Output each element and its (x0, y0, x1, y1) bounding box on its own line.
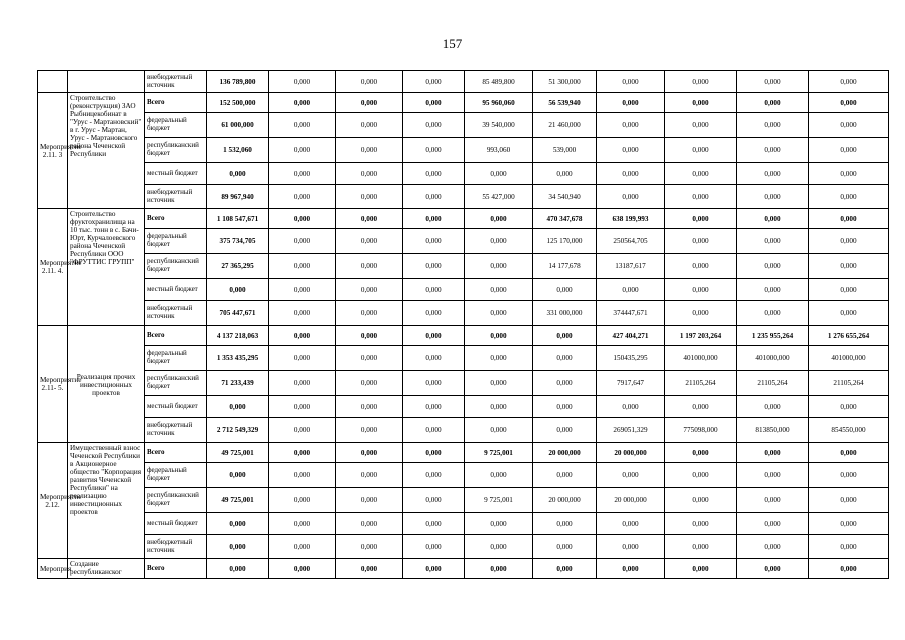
table-row (38, 346, 889, 371)
year-value-cell: 0,000 (737, 559, 809, 579)
year-value-cell: 0,000 (737, 254, 809, 279)
year-value-cell: 0,000 (737, 93, 809, 113)
year-value-cell: 0,000 (403, 93, 465, 113)
year-value-cell: 0,000 (809, 229, 889, 254)
year-value-cell: 0,000 (665, 443, 737, 463)
funding-source-cell: внебюджетный источник (145, 418, 207, 443)
year-value-cell: 401000,000 (665, 346, 737, 371)
total-cell: 71 233,439 (207, 371, 269, 396)
year-value-cell: 0,000 (269, 279, 336, 301)
year-value-cell: 0,000 (809, 113, 889, 138)
year-value-cell: 0,000 (809, 93, 889, 113)
table-row (38, 138, 889, 163)
year-value-cell: 0,000 (465, 301, 533, 326)
year-value-cell: 0,000 (336, 443, 403, 463)
total-cell: 1 353 435,295 (207, 346, 269, 371)
year-value-cell: 55 427,000 (465, 185, 533, 209)
year-value-cell: 0,000 (665, 71, 737, 93)
year-value-cell: 0,000 (665, 488, 737, 513)
project-name-cell: Реализация прочих инвестиционных проектов (68, 326, 145, 443)
year-value-cell: 0,000 (269, 209, 336, 229)
year-value-cell: 51 300,000 (533, 71, 597, 93)
year-value-cell: 0,000 (737, 513, 809, 535)
year-value-cell: 0,000 (403, 488, 465, 513)
funding-source-cell: Всего (145, 443, 207, 463)
year-value-cell: 0,000 (665, 396, 737, 418)
year-value-cell: 0,000 (269, 71, 336, 93)
year-value-cell: 0,000 (533, 396, 597, 418)
year-value-cell: 0,000 (809, 163, 889, 185)
year-value-cell: 0,000 (665, 209, 737, 229)
year-value-cell: 0,000 (269, 301, 336, 326)
year-value-cell: 0,000 (403, 346, 465, 371)
funding-source-cell: федеральный бюджет (145, 113, 207, 138)
year-value-cell: 0,000 (465, 418, 533, 443)
year-value-cell: 638 199,993 (597, 209, 665, 229)
year-value-cell: 0,000 (403, 559, 465, 579)
year-value-cell: 9 725,001 (465, 443, 533, 463)
total-cell: 4 137 218,063 (207, 326, 269, 346)
funding-source-cell: местный бюджет (145, 513, 207, 535)
year-value-cell: 0,000 (269, 488, 336, 513)
year-value-cell: 0,000 (665, 559, 737, 579)
year-value-cell: 20 000,000 (533, 443, 597, 463)
funding-source-cell: республиканский бюджет (145, 488, 207, 513)
year-value-cell: 0,000 (465, 254, 533, 279)
year-value-cell: 0,000 (403, 513, 465, 535)
year-value-cell: 9 725,001 (465, 488, 533, 513)
year-value-cell: 0,000 (533, 559, 597, 579)
year-value-cell: 0,000 (336, 209, 403, 229)
year-value-cell: 0,000 (737, 301, 809, 326)
year-value-cell: 0,000 (403, 229, 465, 254)
table-row (38, 488, 889, 513)
funding-source-cell: внебюджетный источник (145, 185, 207, 209)
year-value-cell: 1 197 203,264 (665, 326, 737, 346)
project-name-cell: Строительство (реконструкция) ЗАО Рыбницекобинат в "Урус - Мартановский" в г. Урус - Мартан, Урус - Мартановского района Чеченской Республики (68, 93, 145, 209)
year-value-cell: 0,000 (533, 346, 597, 371)
year-value-cell: 0,000 (465, 535, 533, 559)
year-value-cell: 0,000 (809, 279, 889, 301)
year-value-cell: 0,000 (269, 113, 336, 138)
funding-source-cell: местный бюджет (145, 163, 207, 185)
year-value-cell: 0,000 (533, 279, 597, 301)
year-value-cell: 0,000 (533, 418, 597, 443)
funding-source-cell: Всего (145, 209, 207, 229)
measure-cell: Мероприятие 2.11- 5. (38, 326, 68, 443)
total-cell: 49 725,001 (207, 443, 269, 463)
year-value-cell: 0,000 (269, 396, 336, 418)
year-value-cell: 0,000 (737, 535, 809, 559)
year-value-cell: 0,000 (269, 371, 336, 396)
year-value-cell: 0,000 (403, 443, 465, 463)
year-value-cell: 0,000 (597, 185, 665, 209)
year-value-cell: 0,000 (809, 463, 889, 488)
year-value-cell: 0,000 (403, 326, 465, 346)
project-name-cell: Строительство фруктохранилища на 10 тыс. тонн в с. Бачи-Юрт, Курчалоевского района Чеченской Республики ООО "ФРУТТИС ГРУПП" (68, 209, 145, 326)
funding-source-cell: республиканский бюджет (145, 371, 207, 396)
year-value-cell: 7917,647 (597, 371, 665, 396)
funding-source-cell: Всего (145, 559, 207, 579)
total-cell: 0,000 (207, 279, 269, 301)
year-value-cell: 0,000 (809, 443, 889, 463)
year-value-cell: 0,000 (737, 488, 809, 513)
year-value-cell: 0,000 (403, 185, 465, 209)
year-value-cell: 0,000 (665, 535, 737, 559)
year-value-cell: 0,000 (269, 229, 336, 254)
year-value-cell: 0,000 (336, 229, 403, 254)
year-value-cell: 20 000,000 (533, 488, 597, 513)
year-value-cell: 0,000 (533, 163, 597, 185)
project-name-cell: Создание республиканског (68, 559, 145, 579)
year-value-cell: 0,000 (336, 113, 403, 138)
year-value-cell: 13187,617 (597, 254, 665, 279)
funding-source-cell: федеральный бюджет (145, 463, 207, 488)
year-value-cell: 56 539,940 (533, 93, 597, 113)
year-value-cell: 0,000 (737, 138, 809, 163)
year-value-cell: 993,060 (465, 138, 533, 163)
year-value-cell: 0,000 (665, 229, 737, 254)
year-value-cell: 0,000 (465, 371, 533, 396)
year-value-cell: 0,000 (336, 279, 403, 301)
year-value-cell: 0,000 (737, 185, 809, 209)
year-value-cell: 0,000 (465, 229, 533, 254)
total-cell: 152 500,000 (207, 93, 269, 113)
year-value-cell: 21105,264 (737, 371, 809, 396)
year-value-cell: 0,000 (809, 301, 889, 326)
year-value-cell: 250564,705 (597, 229, 665, 254)
year-value-cell: 0,000 (597, 559, 665, 579)
table-row (38, 163, 889, 185)
funding-source-cell: республиканский бюджет (145, 254, 207, 279)
table-row (38, 396, 889, 418)
total-cell: 0,000 (207, 463, 269, 488)
year-value-cell: 0,000 (336, 488, 403, 513)
year-value-cell: 0,000 (597, 93, 665, 113)
year-value-cell: 150435,295 (597, 346, 665, 371)
year-value-cell: 0,000 (269, 254, 336, 279)
year-value-cell: 0,000 (665, 138, 737, 163)
year-value-cell: 0,000 (597, 71, 665, 93)
year-value-cell: 0,000 (809, 559, 889, 579)
year-value-cell: 0,000 (665, 113, 737, 138)
year-value-cell: 0,000 (269, 418, 336, 443)
year-value-cell: 34 540,940 (533, 185, 597, 209)
year-value-cell: 0,000 (533, 371, 597, 396)
year-value-cell: 0,000 (336, 463, 403, 488)
year-value-cell: 374447,671 (597, 301, 665, 326)
table-row (38, 513, 889, 535)
year-value-cell: 0,000 (597, 513, 665, 535)
table-row (38, 113, 889, 138)
year-value-cell: 0,000 (403, 209, 465, 229)
year-value-cell: 21105,264 (809, 371, 889, 396)
year-value-cell: 0,000 (403, 163, 465, 185)
year-value-cell: 401000,000 (809, 346, 889, 371)
year-value-cell: 0,000 (336, 396, 403, 418)
total-cell: 1 108 547,671 (207, 209, 269, 229)
year-value-cell: 0,000 (737, 209, 809, 229)
year-value-cell: 0,000 (809, 513, 889, 535)
table-body (38, 71, 889, 579)
year-value-cell: 0,000 (336, 535, 403, 559)
budget-table (37, 70, 889, 579)
page-number: 157 (442, 36, 463, 51)
year-value-cell: 0,000 (465, 326, 533, 346)
year-value-cell: 0,000 (465, 513, 533, 535)
year-value-cell: 85 489,800 (465, 71, 533, 93)
year-value-cell: 0,000 (403, 113, 465, 138)
year-value-cell: 0,000 (336, 513, 403, 535)
year-value-cell: 0,000 (597, 163, 665, 185)
year-value-cell: 0,000 (336, 371, 403, 396)
year-value-cell: 0,000 (403, 254, 465, 279)
year-value-cell: 1 276 655,264 (809, 326, 889, 346)
year-value-cell: 95 960,060 (465, 93, 533, 113)
year-value-cell: 0,000 (269, 326, 336, 346)
year-value-cell: 0,000 (465, 559, 533, 579)
year-value-cell: 0,000 (665, 163, 737, 185)
year-value-cell: 854550,000 (809, 418, 889, 443)
table-row (38, 463, 889, 488)
total-cell: 136 789,800 (207, 71, 269, 93)
year-value-cell: 0,000 (737, 229, 809, 254)
table-row (38, 326, 889, 346)
year-value-cell: 0,000 (737, 443, 809, 463)
year-value-cell: 0,000 (737, 396, 809, 418)
year-value-cell: 0,000 (737, 113, 809, 138)
table-row (38, 71, 889, 93)
funding-source-cell: местный бюджет (145, 396, 207, 418)
table-row (38, 535, 889, 559)
year-value-cell: 0,000 (597, 279, 665, 301)
year-value-cell: 0,000 (809, 488, 889, 513)
year-value-cell: 0,000 (665, 93, 737, 113)
year-value-cell: 0,000 (533, 463, 597, 488)
year-value-cell: 0,000 (269, 443, 336, 463)
year-value-cell: 0,000 (533, 513, 597, 535)
table-row (38, 301, 889, 326)
year-value-cell: 0,000 (269, 346, 336, 371)
year-value-cell: 0,000 (465, 463, 533, 488)
measure-cell: Мероприя (38, 559, 68, 579)
year-value-cell: 0,000 (336, 185, 403, 209)
table-row (38, 279, 889, 301)
year-value-cell: 0,000 (269, 463, 336, 488)
total-cell: 0,000 (207, 559, 269, 579)
funding-source-cell: Всего (145, 326, 207, 346)
year-value-cell: 0,000 (269, 559, 336, 579)
year-value-cell: 0,000 (533, 326, 597, 346)
year-value-cell: 0,000 (597, 535, 665, 559)
total-cell: 0,000 (207, 396, 269, 418)
funding-source-cell: местный бюджет (145, 279, 207, 301)
funding-source-cell: Всего (145, 93, 207, 113)
year-value-cell: 0,000 (403, 371, 465, 396)
table-row (38, 254, 889, 279)
table-row (38, 371, 889, 396)
year-value-cell: 0,000 (737, 71, 809, 93)
total-cell: 375 734,705 (207, 229, 269, 254)
total-cell: 0,000 (207, 163, 269, 185)
year-value-cell: 331 000,000 (533, 301, 597, 326)
total-cell: 27 365,295 (207, 254, 269, 279)
year-value-cell: 0,000 (665, 185, 737, 209)
year-value-cell: 0,000 (403, 138, 465, 163)
year-value-cell: 0,000 (533, 535, 597, 559)
measure-cell (38, 71, 68, 93)
year-value-cell: 0,000 (665, 513, 737, 535)
year-value-cell: 0,000 (403, 279, 465, 301)
year-value-cell: 20 000,000 (597, 443, 665, 463)
year-value-cell: 0,000 (597, 113, 665, 138)
year-value-cell: 0,000 (269, 93, 336, 113)
year-value-cell: 0,000 (403, 535, 465, 559)
project-name-cell (68, 71, 145, 93)
year-value-cell: 0,000 (809, 71, 889, 93)
year-value-cell: 539,000 (533, 138, 597, 163)
table-row (38, 185, 889, 209)
funding-source-cell: внебюджетный источник (145, 71, 207, 93)
year-value-cell: 125 170,000 (533, 229, 597, 254)
year-value-cell: 0,000 (737, 279, 809, 301)
year-value-cell: 0,000 (465, 346, 533, 371)
year-value-cell: 21105,264 (665, 371, 737, 396)
measure-cell: Мероприятие 2.11. 4. (38, 209, 68, 326)
total-cell: 705 447,671 (207, 301, 269, 326)
year-value-cell: 0,000 (336, 163, 403, 185)
funding-source-cell: федеральный бюджет (145, 229, 207, 254)
year-value-cell: 20 000,000 (597, 488, 665, 513)
year-value-cell: 0,000 (465, 279, 533, 301)
table-row (38, 93, 889, 113)
total-cell: 0,000 (207, 513, 269, 535)
year-value-cell: 813850,000 (737, 418, 809, 443)
year-value-cell: 0,000 (665, 254, 737, 279)
year-value-cell: 0,000 (737, 163, 809, 185)
project-name-cell: Имущественный взнос Чеченской Республики в Акционерное общество "Корпорация развития Чеченской Республики" на реализацию инвестиционных проектов (68, 443, 145, 559)
year-value-cell: 0,000 (336, 71, 403, 93)
year-value-cell: 0,000 (809, 138, 889, 163)
total-cell: 49 725,001 (207, 488, 269, 513)
year-value-cell: 0,000 (336, 93, 403, 113)
year-value-cell: 0,000 (465, 209, 533, 229)
year-value-cell: 0,000 (403, 301, 465, 326)
year-value-cell: 0,000 (336, 559, 403, 579)
year-value-cell: 0,000 (809, 254, 889, 279)
table-row (38, 209, 889, 229)
year-value-cell: 1 235 955,264 (737, 326, 809, 346)
total-cell: 1 532,060 (207, 138, 269, 163)
year-value-cell: 0,000 (403, 463, 465, 488)
funding-source-cell: внебюджетный источник (145, 535, 207, 559)
year-value-cell: 0,000 (269, 185, 336, 209)
total-cell: 89 967,940 (207, 185, 269, 209)
year-value-cell: 401000,000 (737, 346, 809, 371)
year-value-cell: 0,000 (403, 71, 465, 93)
year-value-cell: 0,000 (465, 163, 533, 185)
year-value-cell: 0,000 (737, 463, 809, 488)
year-value-cell: 21 460,000 (533, 113, 597, 138)
year-value-cell: 269051,329 (597, 418, 665, 443)
measure-cell: Мероприятие 2.11. 3 (38, 93, 68, 209)
year-value-cell: 14 177,678 (533, 254, 597, 279)
year-value-cell: 0,000 (597, 396, 665, 418)
year-value-cell: 39 540,000 (465, 113, 533, 138)
total-cell: 61 000,000 (207, 113, 269, 138)
table-row (38, 559, 889, 579)
table-row (38, 229, 889, 254)
year-value-cell: 0,000 (809, 209, 889, 229)
year-value-cell: 0,000 (809, 396, 889, 418)
year-value-cell: 0,000 (269, 513, 336, 535)
year-value-cell: 0,000 (809, 185, 889, 209)
year-value-cell: 0,000 (336, 254, 403, 279)
year-value-cell: 0,000 (403, 396, 465, 418)
funding-source-cell: федеральный бюджет (145, 346, 207, 371)
year-value-cell: 0,000 (665, 279, 737, 301)
year-value-cell: 0,000 (665, 463, 737, 488)
year-value-cell: 0,000 (465, 396, 533, 418)
year-value-cell: 0,000 (336, 418, 403, 443)
year-value-cell: 0,000 (336, 138, 403, 163)
year-value-cell: 0,000 (269, 163, 336, 185)
year-value-cell: 0,000 (336, 301, 403, 326)
total-cell: 0,000 (207, 535, 269, 559)
measure-cell: Мероприятие 2.12. (38, 443, 68, 559)
table-row (38, 443, 889, 463)
total-cell: 2 712 549,329 (207, 418, 269, 443)
funding-source-cell: внебюджетный источник (145, 301, 207, 326)
year-value-cell: 0,000 (809, 535, 889, 559)
year-value-cell: 0,000 (336, 326, 403, 346)
year-value-cell: 0,000 (597, 463, 665, 488)
year-value-cell: 0,000 (597, 138, 665, 163)
year-value-cell: 775098,000 (665, 418, 737, 443)
funding-source-cell: республиканский бюджет (145, 138, 207, 163)
year-value-cell: 0,000 (269, 535, 336, 559)
year-value-cell: 0,000 (336, 346, 403, 371)
year-value-cell: 427 404,271 (597, 326, 665, 346)
year-value-cell: 0,000 (665, 301, 737, 326)
year-value-cell: 0,000 (403, 418, 465, 443)
year-value-cell: 470 347,678 (533, 209, 597, 229)
year-value-cell: 0,000 (269, 138, 336, 163)
table-row (38, 418, 889, 443)
